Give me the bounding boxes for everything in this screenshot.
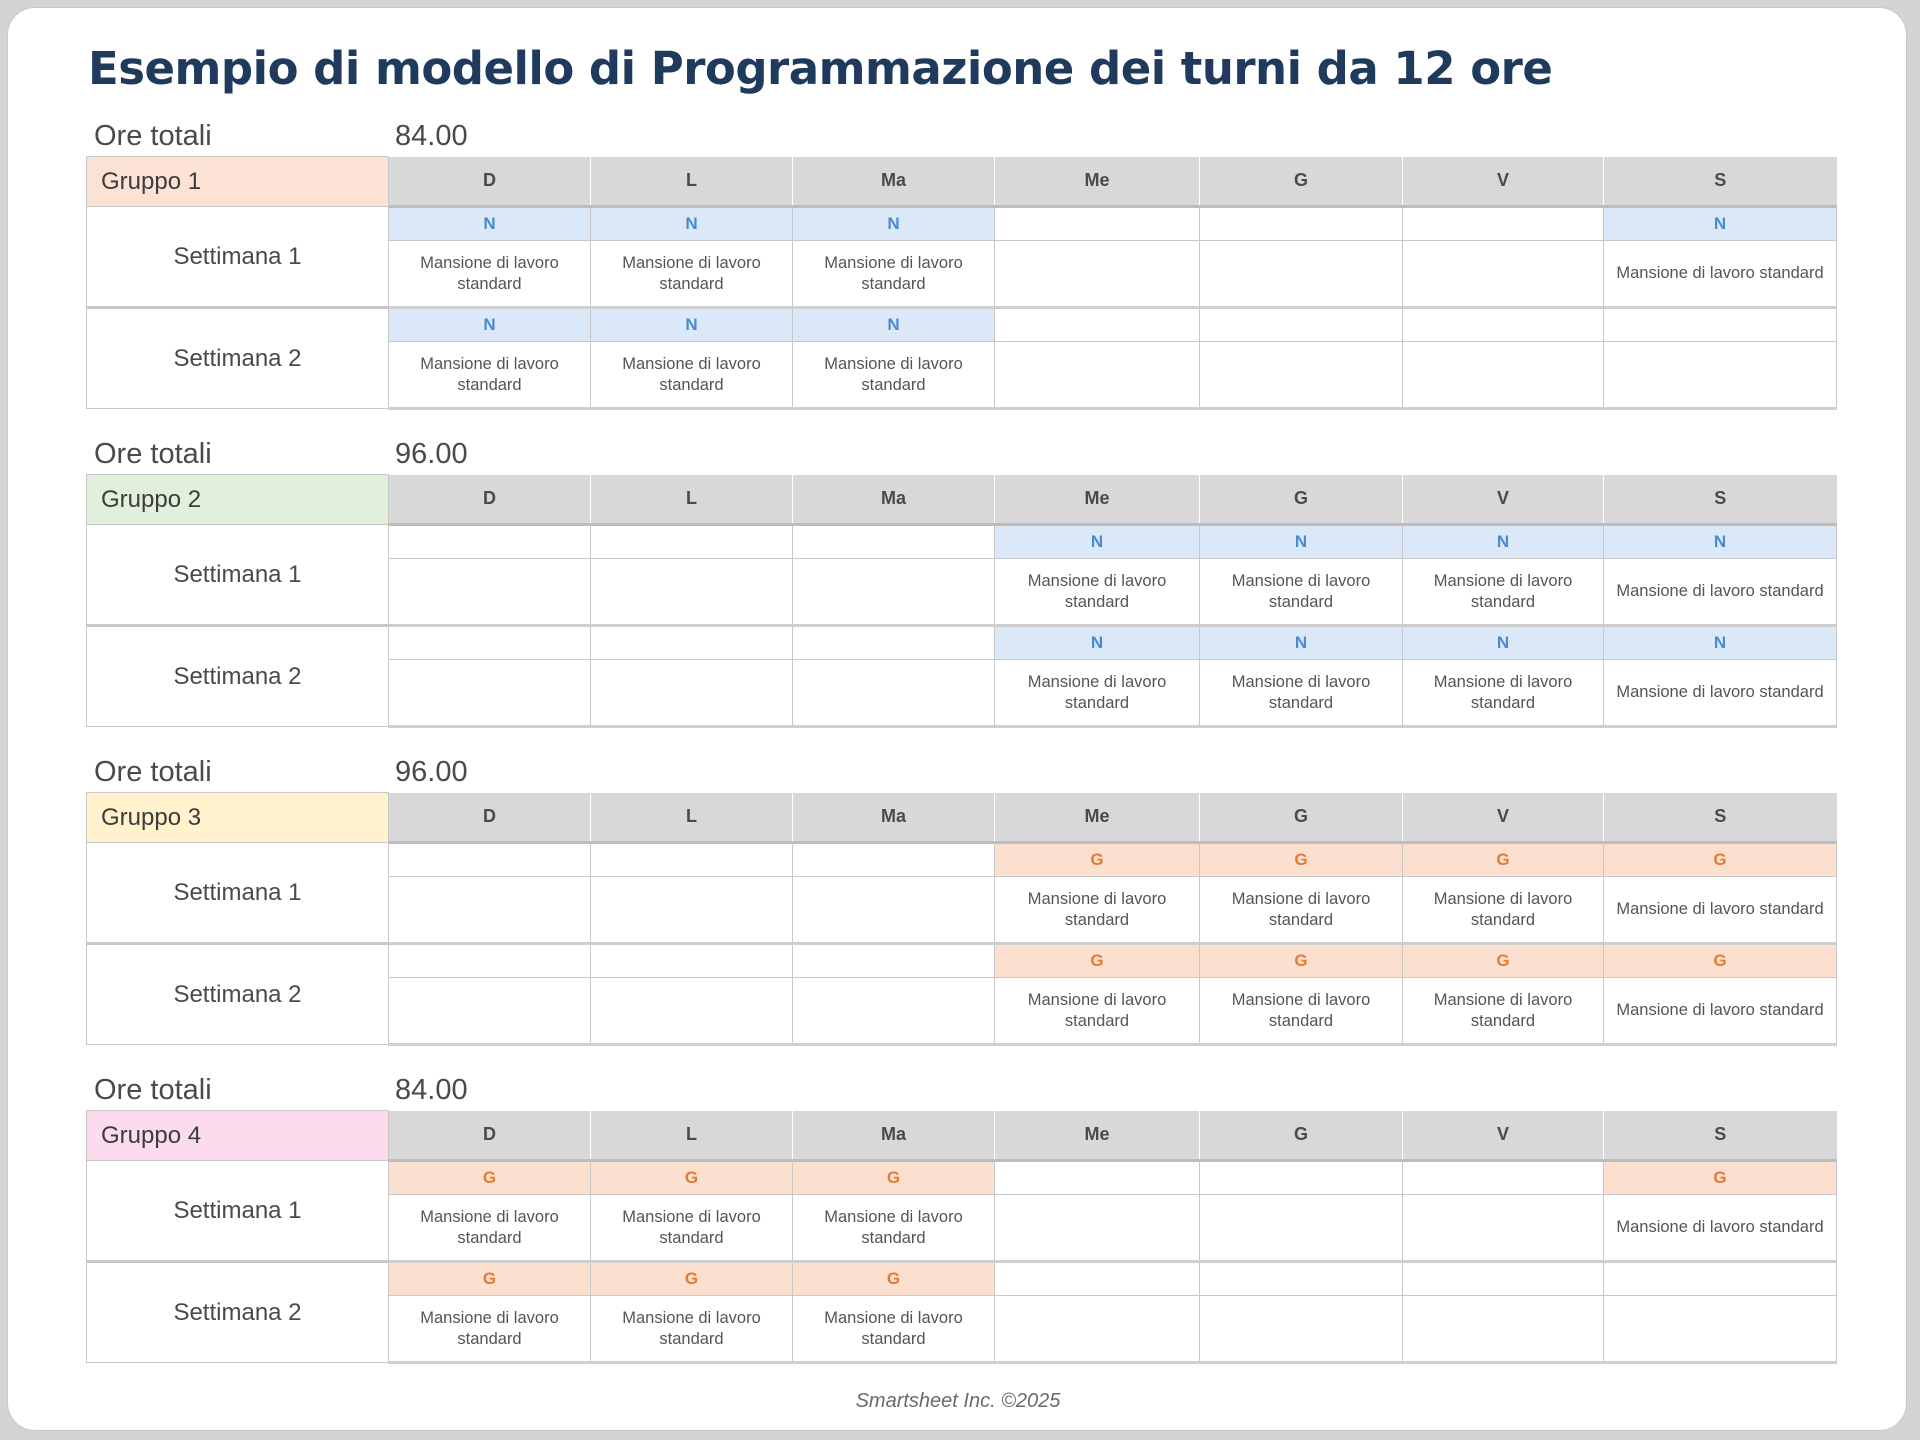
total-hours-value: 96.00 xyxy=(395,756,468,788)
day-header: Ma xyxy=(793,793,995,843)
shift-code-cell[interactable] xyxy=(1403,1262,1604,1296)
total-hours-row xyxy=(86,752,1836,792)
task-cell[interactable] xyxy=(793,660,995,727)
week-label: Settimana 2 xyxy=(87,944,389,1045)
shift-code-cell[interactable] xyxy=(1604,308,1837,342)
task-cell[interactable] xyxy=(793,559,995,626)
task-cell[interactable] xyxy=(591,978,793,1045)
shift-code-cell[interactable]: G xyxy=(1604,843,1837,877)
task-cell[interactable]: Mansione di lavoro standard xyxy=(1604,660,1837,727)
table-row xyxy=(87,1161,1837,1195)
shift-code-cell[interactable]: G xyxy=(1403,843,1604,877)
task-cell[interactable]: Mansione di lavoro standard xyxy=(1604,241,1837,308)
shift-code-cell[interactable]: G xyxy=(1604,1161,1837,1195)
shift-code-cell[interactable]: G xyxy=(793,1262,995,1296)
table-row xyxy=(87,207,1837,241)
group-name: Gruppo 1 xyxy=(87,157,389,207)
shift-table xyxy=(86,792,1837,1046)
group-name: Gruppo 2 xyxy=(87,475,389,525)
day-header: V xyxy=(1403,475,1604,525)
table-row xyxy=(87,843,1837,877)
day-header: G xyxy=(1200,157,1403,207)
task-cell[interactable]: Mansione di lavoro standard xyxy=(389,1195,591,1262)
shift-code-cell[interactable]: G xyxy=(591,1161,793,1195)
total-hours-row xyxy=(86,1070,1836,1110)
day-header: Ma xyxy=(793,1111,995,1161)
shift-table xyxy=(86,1110,1837,1364)
table-header-row xyxy=(87,1111,1837,1161)
shift-code-cell[interactable]: G xyxy=(995,843,1200,877)
day-header: Me xyxy=(995,475,1200,525)
table-row xyxy=(87,944,1837,978)
shift-code-cell[interactable]: G xyxy=(1200,944,1403,978)
group-name: Gruppo 3 xyxy=(87,793,389,843)
day-header: G xyxy=(1200,1111,1403,1161)
shift-code-cell[interactable] xyxy=(1200,1262,1403,1296)
day-header: Me xyxy=(995,157,1200,207)
task-cell[interactable] xyxy=(1200,342,1403,409)
table-row xyxy=(87,1262,1837,1296)
page-title: Esempio di modello di Programmazione dei turni da 12 ore xyxy=(88,42,1553,95)
shift-code-cell[interactable] xyxy=(1200,1161,1403,1195)
day-header: Me xyxy=(995,1111,1200,1161)
total-hours-row xyxy=(86,434,1836,474)
task-cell[interactable] xyxy=(389,559,591,626)
total-hours-label: Ore totali xyxy=(94,120,212,152)
day-header: G xyxy=(1200,793,1403,843)
day-header: Ma xyxy=(793,157,995,207)
week-label: Settimana 2 xyxy=(87,1262,389,1363)
task-cell[interactable]: Mansione di lavoro standard xyxy=(995,559,1200,626)
task-cell[interactable] xyxy=(1200,1195,1403,1262)
day-header: L xyxy=(591,1111,793,1161)
shift-code-cell[interactable]: G xyxy=(389,1161,591,1195)
total-hours-value: 84.00 xyxy=(395,1074,468,1106)
shift-code-cell[interactable] xyxy=(793,944,995,978)
shift-code-cell[interactable]: N xyxy=(793,207,995,241)
shift-code-cell[interactable]: N xyxy=(1604,525,1837,559)
group-section xyxy=(86,752,1836,1046)
task-cell[interactable]: Mansione di lavoro standard xyxy=(793,1195,995,1262)
shift-code-cell[interactable] xyxy=(389,626,591,660)
table-row xyxy=(87,525,1837,559)
day-header: D xyxy=(389,157,591,207)
table-row xyxy=(87,308,1837,342)
week-label: Settimana 1 xyxy=(87,207,389,308)
week-label: Settimana 1 xyxy=(87,525,389,626)
shift-code-cell[interactable] xyxy=(591,843,793,877)
shift-code-cell[interactable] xyxy=(389,843,591,877)
task-cell[interactable] xyxy=(793,978,995,1045)
shift-code-cell[interactable]: N xyxy=(1403,525,1604,559)
day-header: Me xyxy=(995,793,1200,843)
shift-code-cell[interactable]: N xyxy=(591,308,793,342)
task-cell[interactable] xyxy=(389,978,591,1045)
week-label: Settimana 2 xyxy=(87,626,389,727)
week-label: Settimana 1 xyxy=(87,1161,389,1262)
task-cell[interactable] xyxy=(995,1195,1200,1262)
task-cell[interactable] xyxy=(995,342,1200,409)
day-header: V xyxy=(1403,157,1604,207)
day-header: Ma xyxy=(793,475,995,525)
shift-code-cell[interactable]: G xyxy=(1604,944,1837,978)
task-cell[interactable] xyxy=(1604,342,1837,409)
week-label: Settimana 2 xyxy=(87,308,389,409)
task-cell[interactable] xyxy=(389,877,591,944)
schedule-sheet xyxy=(7,7,1907,1431)
shift-table xyxy=(86,156,1837,410)
shift-code-cell[interactable]: G xyxy=(1200,843,1403,877)
shift-code-cell[interactable]: G xyxy=(591,1262,793,1296)
table-header-row xyxy=(87,793,1837,843)
task-cell[interactable]: Mansione di lavoro standard xyxy=(995,877,1200,944)
day-header: L xyxy=(591,157,793,207)
day-header: S xyxy=(1604,793,1837,843)
shift-code-cell[interactable]: N xyxy=(1200,525,1403,559)
shift-code-cell[interactable] xyxy=(793,843,995,877)
day-header: G xyxy=(1200,475,1403,525)
group-section xyxy=(86,1070,1836,1364)
task-cell[interactable]: Mansione di lavoro standard xyxy=(1403,877,1604,944)
total-hours-label: Ore totali xyxy=(94,1074,212,1106)
shift-code-cell[interactable]: N xyxy=(995,626,1200,660)
task-cell[interactable] xyxy=(1200,1296,1403,1363)
table-header-row xyxy=(87,157,1837,207)
day-header: D xyxy=(389,1111,591,1161)
task-cell[interactable] xyxy=(1403,342,1604,409)
day-header: S xyxy=(1604,475,1837,525)
shift-code-cell[interactable]: N xyxy=(1604,207,1837,241)
task-cell[interactable]: Mansione di lavoro standard xyxy=(1200,877,1403,944)
shift-code-cell[interactable] xyxy=(1200,207,1403,241)
day-header: D xyxy=(389,793,591,843)
shift-code-cell[interactable] xyxy=(591,525,793,559)
day-header: D xyxy=(389,475,591,525)
day-header: V xyxy=(1403,793,1604,843)
shift-code-cell[interactable] xyxy=(995,308,1200,342)
task-cell[interactable]: Mansione di lavoro standard xyxy=(1200,978,1403,1045)
shift-code-cell[interactable] xyxy=(995,1161,1200,1195)
total-hours-value: 84.00 xyxy=(395,120,468,152)
task-cell[interactable] xyxy=(591,877,793,944)
task-cell[interactable]: Mansione di lavoro standard xyxy=(591,342,793,409)
day-header: S xyxy=(1604,157,1837,207)
shift-code-cell[interactable]: N xyxy=(591,207,793,241)
shift-code-cell[interactable] xyxy=(995,207,1200,241)
shift-code-cell[interactable] xyxy=(1403,308,1604,342)
task-cell[interactable]: Mansione di lavoro standard xyxy=(1604,877,1837,944)
task-cell[interactable]: Mansione di lavoro standard xyxy=(591,1296,793,1363)
shift-code-cell[interactable] xyxy=(1403,1161,1604,1195)
shift-code-cell[interactable]: G xyxy=(1403,944,1604,978)
task-cell[interactable] xyxy=(995,1296,1200,1363)
task-cell[interactable]: Mansione di lavoro standard xyxy=(389,342,591,409)
shift-code-cell[interactable] xyxy=(793,626,995,660)
shift-code-cell[interactable] xyxy=(389,944,591,978)
total-hours-row xyxy=(86,116,1836,156)
shift-code-cell[interactable]: N xyxy=(389,308,591,342)
week-label: Settimana 1 xyxy=(87,843,389,944)
shift-code-cell[interactable] xyxy=(591,944,793,978)
task-cell[interactable] xyxy=(1403,1195,1604,1262)
table-header-row xyxy=(87,475,1837,525)
day-header: L xyxy=(591,475,793,525)
footer-copyright: Smartsheet Inc. ©2025 xyxy=(855,1390,1061,1412)
shift-code-cell[interactable] xyxy=(1604,1262,1837,1296)
day-header: V xyxy=(1403,1111,1604,1161)
task-cell[interactable]: Mansione di lavoro standard xyxy=(793,241,995,308)
task-cell[interactable]: Mansione di lavoro standard xyxy=(995,660,1200,727)
shift-code-cell[interactable]: N xyxy=(793,308,995,342)
task-cell[interactable]: Mansione di lavoro standard xyxy=(1403,559,1604,626)
task-cell[interactable] xyxy=(1403,1296,1604,1363)
task-cell[interactable]: Mansione di lavoro standard xyxy=(995,978,1200,1045)
task-cell[interactable]: Mansione di lavoro standard xyxy=(1403,660,1604,727)
group-name: Gruppo 4 xyxy=(87,1111,389,1161)
shift-code-cell[interactable]: N xyxy=(995,525,1200,559)
shift-code-cell[interactable]: N xyxy=(1604,626,1837,660)
task-cell[interactable]: Mansione di lavoro standard xyxy=(1200,559,1403,626)
day-header: L xyxy=(591,793,793,843)
task-cell[interactable]: Mansione di lavoro standard xyxy=(1604,1195,1837,1262)
shift-code-cell[interactable]: N xyxy=(389,207,591,241)
shift-code-cell[interactable]: G xyxy=(793,1161,995,1195)
task-cell[interactable]: Mansione di lavoro standard xyxy=(591,1195,793,1262)
shift-table xyxy=(86,474,1837,728)
shift-code-cell[interactable]: G xyxy=(995,944,1200,978)
group-section xyxy=(86,116,1836,410)
task-cell[interactable] xyxy=(793,877,995,944)
group-section xyxy=(86,434,1836,728)
task-cell[interactable] xyxy=(1604,1296,1837,1363)
task-cell[interactable] xyxy=(591,660,793,727)
task-cell[interactable]: Mansione di lavoro standard xyxy=(793,342,995,409)
task-cell[interactable]: Mansione di lavoro standard xyxy=(591,241,793,308)
task-cell[interactable]: Mansione di lavoro standard xyxy=(1403,978,1604,1045)
shift-code-cell[interactable] xyxy=(389,525,591,559)
task-cell[interactable] xyxy=(1403,241,1604,308)
task-cell[interactable] xyxy=(1200,241,1403,308)
task-cell[interactable] xyxy=(995,241,1200,308)
shift-code-cell[interactable] xyxy=(793,525,995,559)
shift-code-cell[interactable]: N xyxy=(1200,626,1403,660)
total-hours-label: Ore totali xyxy=(94,438,212,470)
task-cell[interactable]: Mansione di lavoro standard xyxy=(1604,559,1837,626)
total-hours-value: 96.00 xyxy=(395,438,468,470)
shift-code-cell[interactable] xyxy=(1200,308,1403,342)
task-cell[interactable] xyxy=(389,660,591,727)
shift-code-cell[interactable]: N xyxy=(1403,626,1604,660)
task-cell[interactable]: Mansione di lavoro standard xyxy=(1200,660,1403,727)
shift-code-cell[interactable] xyxy=(995,1262,1200,1296)
shift-code-cell[interactable] xyxy=(1403,207,1604,241)
table-row xyxy=(87,626,1837,660)
task-cell[interactable] xyxy=(591,559,793,626)
task-cell[interactable]: Mansione di lavoro standard xyxy=(389,241,591,308)
total-hours-label: Ore totali xyxy=(94,756,212,788)
shift-code-cell[interactable]: G xyxy=(389,1262,591,1296)
shift-code-cell[interactable] xyxy=(591,626,793,660)
task-cell[interactable]: Mansione di lavoro standard xyxy=(793,1296,995,1363)
day-header: S xyxy=(1604,1111,1837,1161)
task-cell[interactable]: Mansione di lavoro standard xyxy=(389,1296,591,1363)
task-cell[interactable]: Mansione di lavoro standard xyxy=(1604,978,1837,1045)
